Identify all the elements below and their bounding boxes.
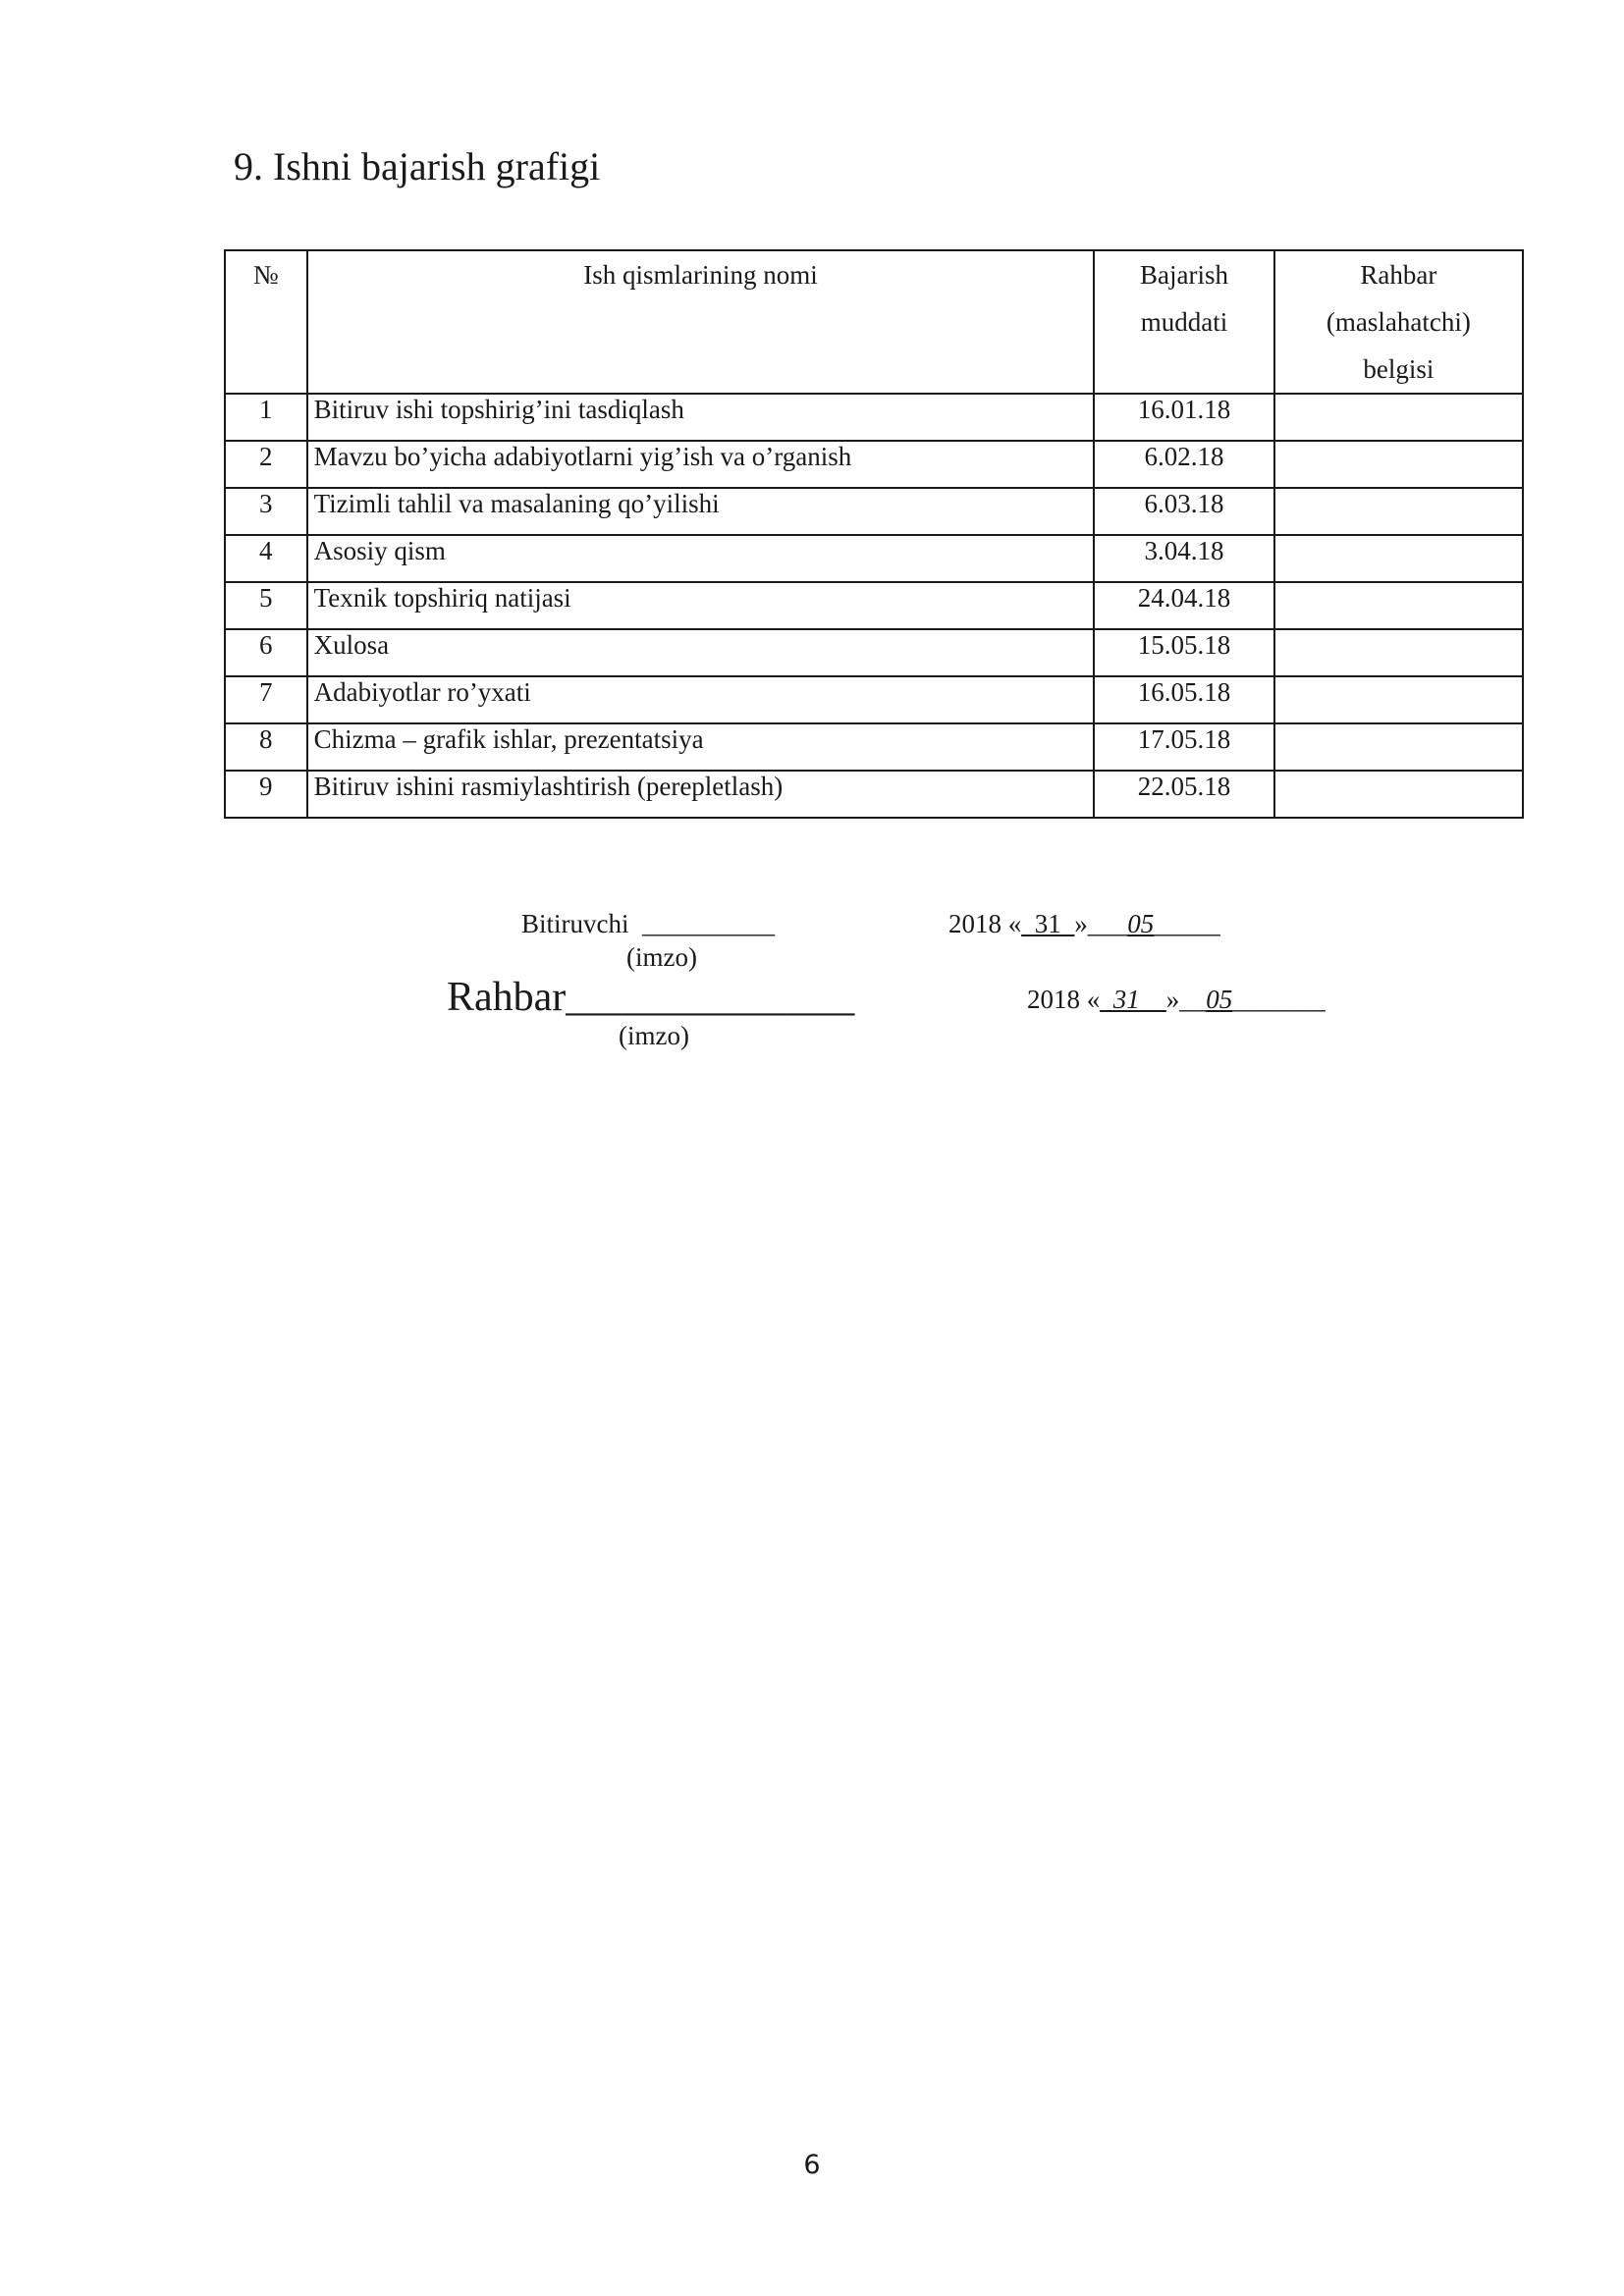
row-sign-cell xyxy=(1274,676,1523,723)
table-row xyxy=(225,394,1523,441)
supervisor-date-month: 05 xyxy=(1206,985,1233,1014)
table-row xyxy=(225,488,1523,535)
table-row xyxy=(225,723,1523,771)
row-date: 15.05.18 xyxy=(1094,629,1273,676)
table-row xyxy=(225,771,1523,818)
student-date-month: 05 xyxy=(1127,909,1155,938)
row-sign-cell xyxy=(1274,582,1523,629)
row-number: 3 xyxy=(225,488,307,535)
row-task-name: Chizma – grafik ishlar, prezentatsiya xyxy=(307,723,1095,771)
supervisor-signature-line xyxy=(447,974,854,1021)
header-sign-line3: belgisi xyxy=(1363,354,1435,384)
row-date: 3.04.18 xyxy=(1094,535,1273,582)
supervisor-date xyxy=(1027,985,1326,1015)
row-sign-cell xyxy=(1274,629,1523,676)
row-number: 1 xyxy=(225,394,307,441)
header-sign-line1: Rahbar xyxy=(1360,260,1437,290)
student-date-year: 2018 « xyxy=(948,909,1022,938)
header-sign-line2: (maslahatchi) xyxy=(1326,307,1471,337)
row-date: 24.04.18 xyxy=(1094,582,1273,629)
row-sign-cell xyxy=(1274,441,1523,488)
header-deadline-line2: muddati xyxy=(1140,307,1228,337)
supervisor-label: Rahbar xyxy=(447,975,567,1020)
supervisor-date-mid: »__ xyxy=(1165,985,1207,1014)
page-number: 6 xyxy=(803,2150,821,2180)
student-imzo-caption: (imzo) xyxy=(626,942,697,972)
student-date-tail: _____ xyxy=(1154,909,1220,938)
supervisor-date-tail: _______ xyxy=(1232,985,1326,1014)
row-date: 6.03.18 xyxy=(1094,488,1273,535)
row-task-name: Tizimli tahlil va masalaning qo’yilishi xyxy=(307,488,1095,535)
page-title: 9. Ishni bajarish grafigi xyxy=(234,144,601,188)
row-number: 5 xyxy=(225,582,307,629)
row-task-name: Adabiyotlar ro’yxati xyxy=(307,676,1095,723)
row-date: 16.01.18 xyxy=(1094,394,1273,441)
table-row xyxy=(225,535,1523,582)
row-date: 17.05.18 xyxy=(1094,723,1273,771)
table-row xyxy=(225,629,1523,676)
student-label: Bitiruvchi xyxy=(521,909,629,938)
row-number: 7 xyxy=(225,676,307,723)
row-task-name: Xulosa xyxy=(307,629,1095,676)
row-date: 6.02.18 xyxy=(1094,441,1273,488)
student-signature-blank: __________ xyxy=(642,909,775,938)
row-sign-cell xyxy=(1274,535,1523,582)
schedule-table xyxy=(224,249,1524,819)
table-row xyxy=(225,582,1523,629)
row-task-name: Bitiruv ishi topshirig’ini tasdiqlash xyxy=(307,394,1095,441)
table-header-row xyxy=(225,250,1523,394)
row-task-name: Mavzu bo’yicha adabiyotlarni yig’ish va o’rganish xyxy=(307,441,1095,488)
student-date-mid: »___ xyxy=(1074,909,1128,938)
row-sign-cell xyxy=(1274,771,1523,818)
table-row xyxy=(225,676,1523,723)
header-deadline xyxy=(1094,250,1273,394)
header-number: № xyxy=(225,250,307,394)
student-date xyxy=(948,909,1220,939)
supervisor-date-year: 2018 « xyxy=(1027,985,1101,1014)
row-number: 6 xyxy=(225,629,307,676)
supervisor-signature-blank: ______________ xyxy=(566,975,855,1020)
row-task-name: Asosiy qism xyxy=(307,535,1095,582)
student-signature-line xyxy=(521,909,775,939)
student-date-day: _31_ xyxy=(1021,909,1075,938)
row-task-name: Bitiruv ishini rasmiylashtirish (perepletlash) xyxy=(307,771,1095,818)
row-number: 4 xyxy=(225,535,307,582)
row-number: 2 xyxy=(225,441,307,488)
row-date: 16.05.18 xyxy=(1094,676,1273,723)
row-number: 8 xyxy=(225,723,307,771)
row-number: 9 xyxy=(225,771,307,818)
row-sign-cell xyxy=(1274,488,1523,535)
row-task-name: Texnik topshiriq natijasi xyxy=(307,582,1095,629)
header-task-name: Ish qismlarining nomi xyxy=(307,250,1095,394)
header-supervisor-sign xyxy=(1274,250,1523,394)
supervisor-imzo-caption: (imzo) xyxy=(619,1021,689,1050)
row-sign-cell xyxy=(1274,723,1523,771)
table-row xyxy=(225,441,1523,488)
row-sign-cell xyxy=(1274,394,1523,441)
supervisor-date-day: _31__ xyxy=(1100,985,1166,1014)
row-date: 22.05.18 xyxy=(1094,771,1273,818)
header-deadline-line1: Bajarish xyxy=(1140,260,1228,290)
